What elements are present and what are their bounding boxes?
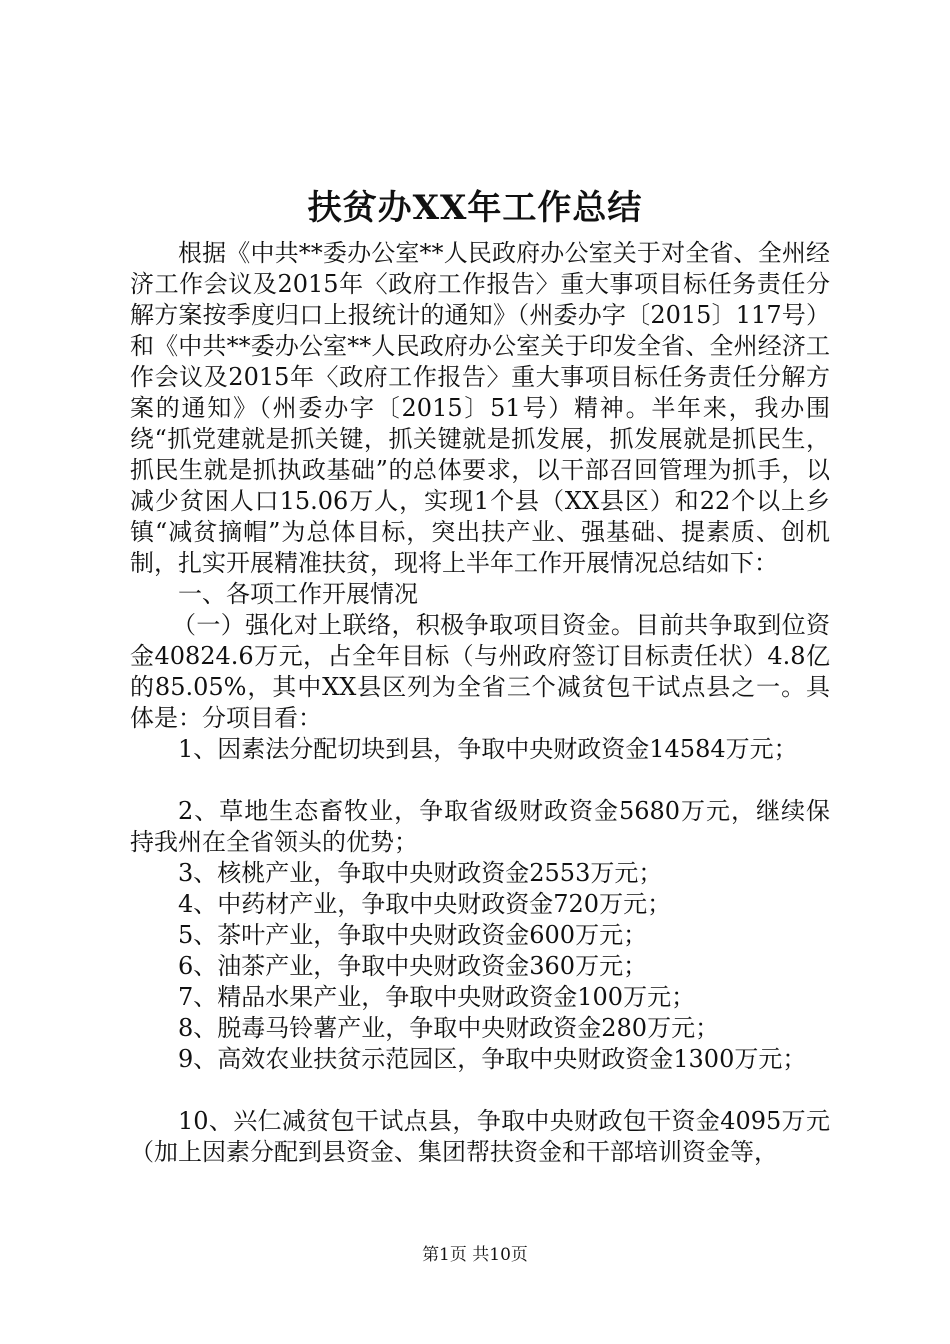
document-body <box>130 238 830 1168</box>
list-item: 3、核桃产业，争取中央财政资金2553万元； <box>178 859 663 887</box>
list-item: 7、精品水果产业，争取中央财政资金100万元； <box>178 983 696 1011</box>
list-item: 6、油茶产业，争取中央财政资金360万元； <box>178 952 648 980</box>
list-item: 5、茶叶产业，争取中央财政资金600万元； <box>178 921 648 949</box>
intro-paragraph: 根据《中共**委办公室**人民政府办公室关于对全省、全州经济工作会议及2015年〈政府工作报告〉重大事项目标任务责任分解方案按季度归口上报统计的通知》（州委办字〔2015〕117号）和《中共**委办公室**人民政府办公室关于印发全省、全州经济工作会议及2015年〈政府工作报告〉重大事项目标任务责任分解方案的通知》（州委办字〔2015〕51号）精神。半年来，我办围绕“抓党建就是抓关键，抓关键就是抓发展，抓发展就是抓民生，抓民生就是抓执政基础”的总体要求，以干部召回管理为抓手，以减少贫困人口15.06万人，实现1个县（XX县区）和22个以上乡镇“减贫摘帽”为总体目标，突出扶产业、强基础、提素质、创机制，扎实开展精准扶贫，现将上半年工作开展情况总结如下： <box>130 239 830 577</box>
page-footer: 第1页 共10页 <box>422 1245 528 1265</box>
list-item: 4、中药材产业，争取中央财政资金720万元； <box>178 890 672 918</box>
list-item: 9、高效农业扶贫示范园区，争取中央财政资金1300万元； <box>178 1045 807 1073</box>
list-item: 2、草地生态畜牧业，争取省级财政资金5680万元，继续保持我州在全省领头的优势； <box>130 797 830 856</box>
list-item: 1、因素法分配切块到县，争取中央财政资金14584万元； <box>178 735 798 763</box>
section-heading: 一、各项工作开展情况 <box>178 580 418 608</box>
document-title: 扶贫办XX年工作总结 <box>307 188 643 228</box>
list-item: 8、脱毒马铃薯产业，争取中央财政资金280万元； <box>178 1014 720 1042</box>
subsection-paragraph: （一）强化对上联络，积极争取项目资金。目前共争取到位资金40824.6万元，占全年目标（与州政府签订目标责任状）4.8亿的85.05%，其中XX县区列为全省三个减贫包干试点县之一。具体是：分项目看： <box>130 611 830 732</box>
list-item: 10、兴仁减贫包干试点县，争取中央财政包干资金4095万元（加上因素分配到县资金、集团帮扶资金和干部培训资金等， <box>130 1107 830 1166</box>
